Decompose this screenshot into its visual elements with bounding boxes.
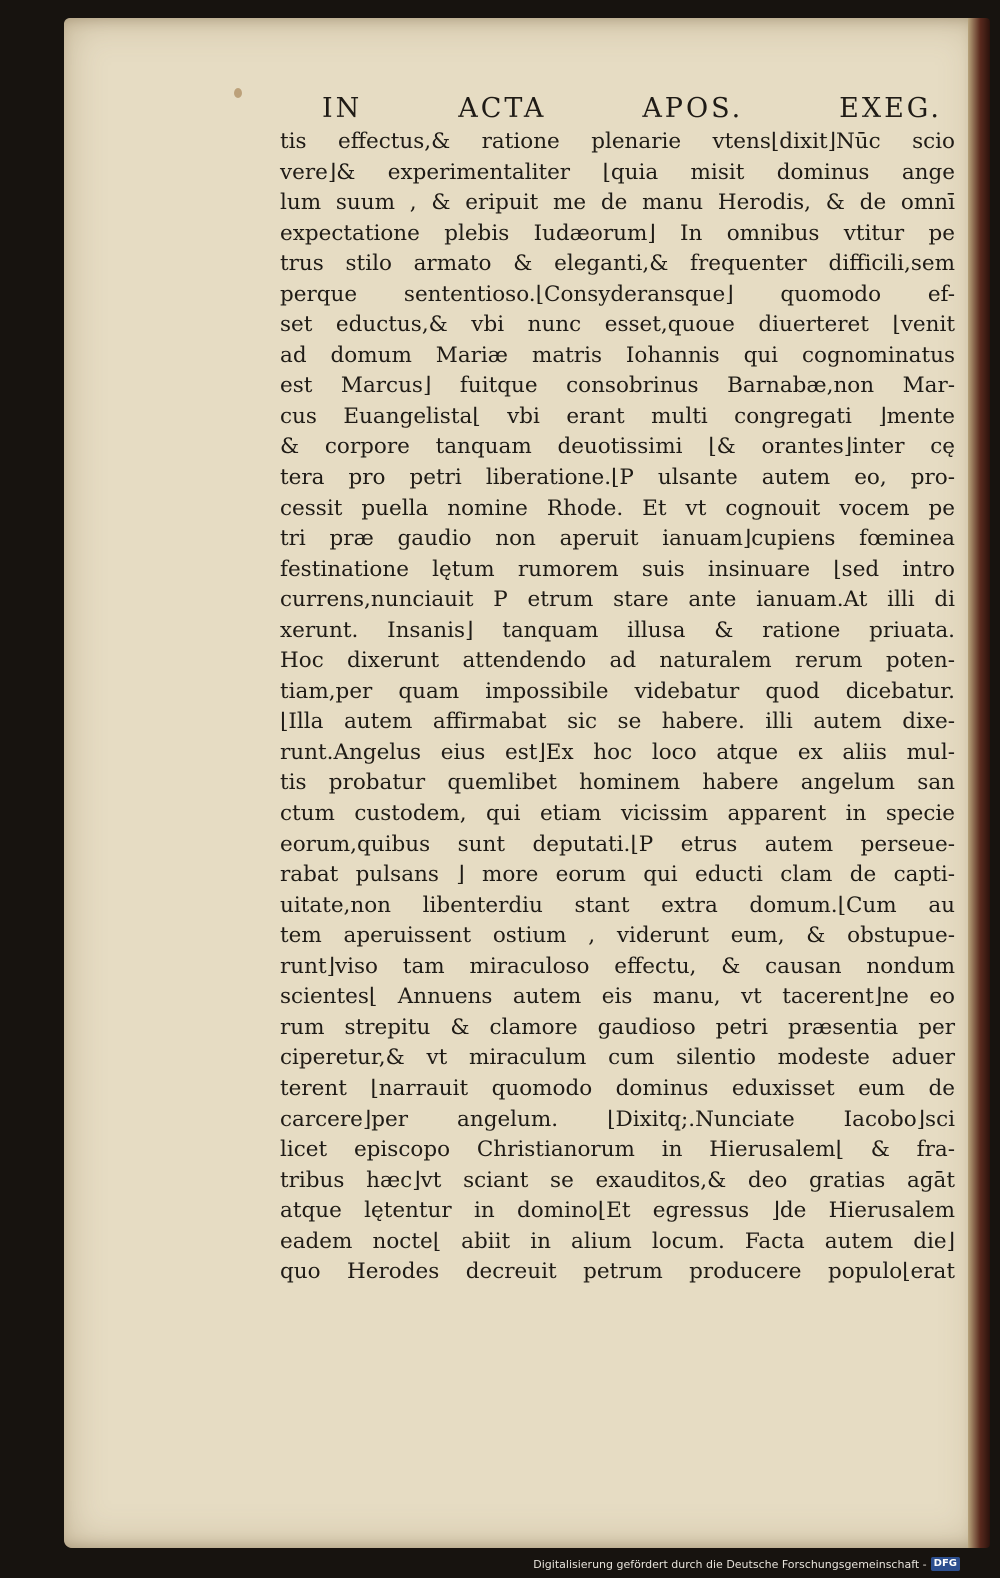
running-head-center-right: APOS. <box>642 92 744 124</box>
text-line: & corpore tanquam deuotissimi ⌊& orantes⌋inter cę <box>280 434 955 460</box>
text-line: rum strepitu & clamore gaudioso petri præsentia per <box>280 1014 955 1040</box>
text-line: ad domum Mariæ matris Iohannis qui cognominatus <box>280 342 955 368</box>
text-line: set eductus,& vbi nunc esset,quoue diuerteret ⌊venit <box>280 312 955 338</box>
text-line: uitate,non libenterdiu stant extra domum.⌊Cum au <box>280 892 955 918</box>
running-head <box>322 88 942 128</box>
running-head-center-left: ACTA <box>458 92 547 124</box>
page-edge <box>968 18 990 1548</box>
text-line: cessit puella nomine Rhode. Et vt cognouit vocem pe <box>280 495 955 521</box>
text-line: scientes⌊ Annuens autem eis manu, vt tacerent⌋ne eo <box>280 984 955 1010</box>
text-line: atque lętentur in domino⌊Et egressus ⌋de Hierusalem <box>280 1198 955 1224</box>
text-line: perque sententioso.⌊Consyderansque⌋ quomodo ef- <box>280 281 955 307</box>
text-line: trus stilo armato & eleganti,& frequenter difficili,sem <box>280 251 955 277</box>
text-line: Hoc dixerunt attendendo ad naturalem rerum poten- <box>280 648 955 674</box>
text-line: tribus hæc⌋vt sciant se exauditos,& deo gratias agāt <box>280 1167 955 1193</box>
text-line: tera pro petri liberatione.⌊P ulsante autem eo, pro- <box>280 465 955 491</box>
text-line: carcere⌋per angelum. ⌊Dixitq;.Nunciate Iacobo⌋sci <box>280 1106 955 1132</box>
text-line: ciperetur,& vt miraculum cum silentio modeste aduer <box>280 1045 955 1071</box>
text-line: vere⌋& experimentaliter ⌊quia misit dominus ange <box>280 159 955 185</box>
text-line: rabat pulsans ⌋ more eorum qui educti clam de capti- <box>280 862 955 888</box>
text-line: ctum custodem, qui etiam vicissim apparent in specie <box>280 801 955 827</box>
running-head-left: IN <box>322 92 363 124</box>
text-line: terent ⌊narrauit quomodo dominus eduxisset eum de <box>280 1075 955 1101</box>
text-line: runt⌋viso tam miraculoso effectu, & causan nondum <box>280 953 955 979</box>
text-line: runt.Angelus eius est⌋Ex hoc loco atque ex aliis mul- <box>280 739 955 765</box>
text-line: cus Euangelista⌊ vbi erant multi congregati ⌋mente <box>280 403 955 429</box>
text-line: eorum,quibus sunt deputati.⌊P etrus autem perseue- <box>280 831 955 857</box>
ink-stain <box>234 88 242 98</box>
text-line: expectatione plebis Iudæorum⌋ In omnibus vtitur pe <box>280 220 955 246</box>
body-text <box>280 127 955 1288</box>
text-line: quo Herodes decreuit petrum producere populo⌊erat <box>280 1259 955 1285</box>
text-line: tis probatur quemlibet hominem habere angelum san <box>280 770 955 796</box>
text-line: tiam,per quam impossibile videbatur quod dicebatur. <box>280 678 955 704</box>
footer <box>533 1556 960 1572</box>
text-line: tri præ gaudio non aperuit ianuam⌋cupiens fœminea <box>280 526 955 552</box>
dfg-logo: DFG <box>931 1557 960 1571</box>
running-head-right: EXEG. <box>839 92 942 124</box>
text-line: est Marcus⌋ fuitque consobrinus Barnabæ,non Mar- <box>280 373 955 399</box>
text-line: xerunt. Insanis⌋ tanquam illusa & ratione priuata. <box>280 617 955 643</box>
text-line: tis effectus,& ratione plenarie vtens⌊dixit⌋Nūc scio <box>280 129 955 154</box>
text-line: eadem nocte⌊ abiit in alium locum. Facta autem die⌋ <box>280 1228 955 1254</box>
text-line: festinatione lętum rumorem suis insinuare ⌊sed intro <box>280 556 955 582</box>
text-line: ⌊Illa autem affirmabat sic se habere. illi autem dixe- <box>280 709 955 735</box>
text-line: tem aperuissent ostium , viderunt eum, & obstupue- <box>280 923 955 949</box>
text-line: lum suum , & eripuit me de manu Herodis, & de omnī <box>280 190 955 216</box>
footer-credit: Digitalisierung gefördert durch die Deutsche Forschungsgemeinschaft - <box>533 1557 927 1571</box>
text-line: licet episcopo Christianorum in Hierusalem⌊ & fra- <box>280 1137 955 1163</box>
text-line: currens,nunciauit P etrum stare ante ianuam.At illi di <box>280 587 955 613</box>
